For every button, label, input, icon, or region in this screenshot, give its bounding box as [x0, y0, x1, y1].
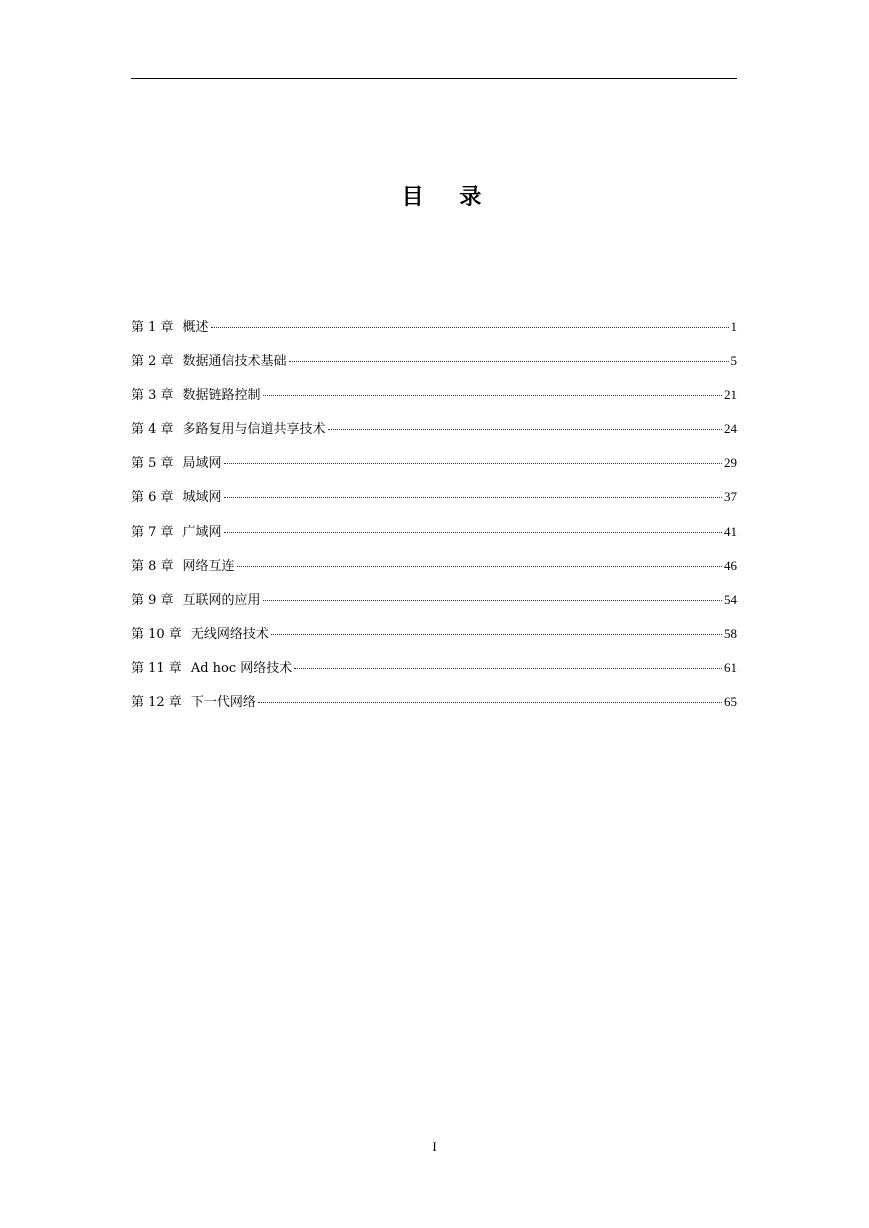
toc-chapter-title: 数据通信技术基础	[182, 354, 287, 370]
table-of-contents	[131, 316, 737, 725]
toc-chapter-title: 下一代网络	[190, 695, 256, 711]
toc-chapter-number: 第 12 章	[131, 695, 182, 711]
toc-chapter-title: 概述	[182, 320, 209, 335]
toc-chapter-title: 广域网	[182, 524, 222, 540]
toc-chapter-number: 第 3 章	[131, 388, 174, 404]
toc-chapter-number: 第 5 章	[131, 456, 174, 472]
toc-entry[interactable]	[131, 384, 737, 418]
toc-entry[interactable]	[131, 350, 737, 384]
toc-page-number: 61	[724, 659, 737, 675]
toc-entry[interactable]	[131, 316, 737, 350]
toc-page-number: 21	[724, 387, 737, 403]
toc-page-number: 65	[724, 694, 737, 710]
toc-page-number: 24	[724, 421, 737, 437]
page-title: 目 录	[401, 185, 496, 210]
toc-chapter-number: 第 10 章	[131, 626, 182, 642]
toc-chapter-number: 第 6 章	[131, 490, 174, 506]
toc-page-number: 46	[724, 557, 737, 573]
toc-chapter-number: 第 2 章	[131, 354, 174, 370]
page-number: I	[432, 1139, 437, 1154]
toc-chapter-number: 第 1 章	[131, 320, 174, 335]
toc-chapter-number: 第 8 章	[131, 558, 174, 574]
toc-page-number: 29	[724, 455, 737, 471]
toc-entry[interactable]	[131, 555, 737, 589]
header-rule	[131, 78, 737, 79]
toc-page-number: 37	[724, 489, 737, 505]
toc-chapter-number: 第 11 章	[131, 660, 182, 676]
toc-entry[interactable]	[131, 657, 737, 691]
toc-chapter-number: 第 4 章	[131, 422, 174, 438]
toc-entry[interactable]	[131, 623, 737, 657]
toc-page-number: 41	[724, 523, 737, 539]
toc-chapter-title: 网络互连	[182, 558, 235, 574]
toc-dot-leader	[224, 532, 722, 533]
toc-entry[interactable]	[131, 452, 737, 486]
toc-page-number: 58	[724, 625, 737, 641]
toc-entry[interactable]	[131, 691, 737, 725]
toc-dot-leader	[328, 429, 722, 430]
toc-entry[interactable]	[131, 589, 737, 623]
toc-dot-leader	[263, 600, 722, 601]
toc-dot-leader	[263, 395, 722, 396]
toc-dot-leader	[211, 327, 729, 328]
toc-dot-leader	[237, 566, 722, 567]
toc-entry[interactable]	[131, 521, 737, 555]
toc-chapter-title: 无线网络技术	[190, 626, 269, 642]
toc-page-number: 5	[730, 353, 737, 369]
toc-entry[interactable]	[131, 418, 737, 452]
toc-chapter-title: 城域网	[182, 490, 222, 506]
toc-chapter-title: 多路复用与信道共享技术	[182, 422, 326, 438]
toc-page-number: 1	[730, 319, 737, 334]
toc-dot-leader	[224, 497, 722, 498]
toc-dot-leader	[224, 463, 722, 464]
toc-dot-leader	[271, 634, 722, 635]
toc-chapter-title: 互联网的应用	[182, 592, 261, 608]
toc-chapter-title: Ad hoc 网络技术	[190, 660, 293, 676]
toc-dot-leader	[258, 702, 722, 703]
toc-chapter-number: 第 9 章	[131, 592, 174, 608]
toc-entry[interactable]	[131, 486, 737, 520]
toc-dot-leader	[294, 668, 722, 669]
toc-chapter-title: 数据链路控制	[182, 388, 261, 404]
toc-chapter-number: 第 7 章	[131, 524, 174, 540]
toc-dot-leader	[289, 361, 729, 362]
toc-chapter-title: 局域网	[182, 456, 222, 472]
toc-page-number: 54	[724, 591, 737, 607]
